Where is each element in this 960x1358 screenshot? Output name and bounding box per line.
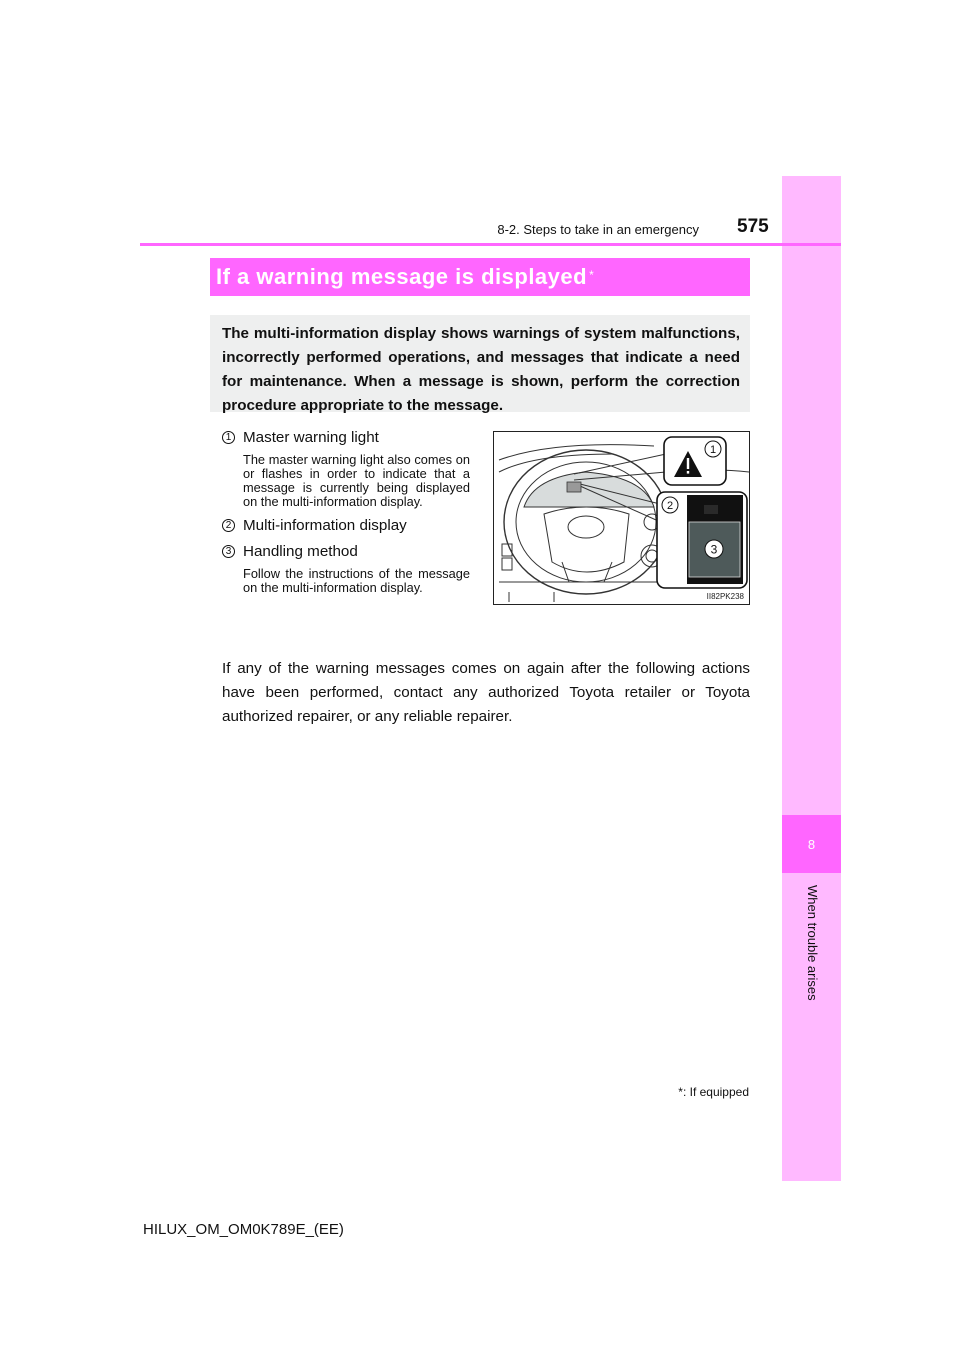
header-divider xyxy=(140,243,841,246)
chapter-number: 8 xyxy=(807,836,816,852)
document-id: HILUX_OM_OM0K789E_(EE) xyxy=(143,1221,344,1238)
svg-text:1: 1 xyxy=(709,444,717,456)
number-3-icon: 3 xyxy=(222,545,235,558)
dashboard-illustration xyxy=(493,431,750,605)
callout-description: The master warning light also comes on or flashes in order to indicate that a message is currently being displayed on the multi-information display. xyxy=(243,452,470,509)
figure-code: II82PK238 xyxy=(706,592,744,601)
footnote xyxy=(678,1085,749,1099)
svg-text:3: 3 xyxy=(710,542,718,557)
section-title xyxy=(210,258,750,296)
callout-list xyxy=(222,426,470,600)
intro-text: The multi-information display shows warnings of system malfunctions, incorrectly performed operations, and messages that indicate a need for maintenance. When a message is shown, perform the correction procedure appropriate to the message. xyxy=(222,325,740,414)
page-number: 575 xyxy=(737,216,769,237)
callout-label: Master warning light xyxy=(243,428,379,446)
section-breadcrumb: 8-2. Steps to take in an emergency xyxy=(497,222,699,237)
number-2-icon: 2 xyxy=(222,519,235,532)
callout-label: Handling method xyxy=(243,542,358,560)
callout-item-3 xyxy=(222,540,470,595)
asterisk-icon: * xyxy=(678,1085,683,1099)
intro-box xyxy=(210,315,750,412)
callout-item-2 xyxy=(222,514,470,536)
number-1-icon: 1 xyxy=(222,431,235,444)
chapter-sidebar xyxy=(782,176,841,1181)
footnote-text: : If equipped xyxy=(682,1085,749,1099)
callout-item-1 xyxy=(222,426,470,509)
if-equipped-marker: * xyxy=(589,268,595,282)
body-paragraph: If any of the warning messages comes on again after the following actions have been performed, contact any authorized Toyota retailer or Toyota authorized repairer, or any reliable repairer. xyxy=(222,660,750,725)
steering-wheel-illustration xyxy=(494,432,750,605)
svg-text:2: 2 xyxy=(666,500,674,512)
chapter-title: When trouble arises xyxy=(805,885,820,1001)
chapter-number-tab[interactable] xyxy=(782,815,841,873)
section-title-text: If a warning message is displayed xyxy=(216,264,588,289)
callout-description: Follow the instructions of the message on the multi-information display. xyxy=(243,566,470,595)
callout-label: Multi-information display xyxy=(243,516,407,534)
